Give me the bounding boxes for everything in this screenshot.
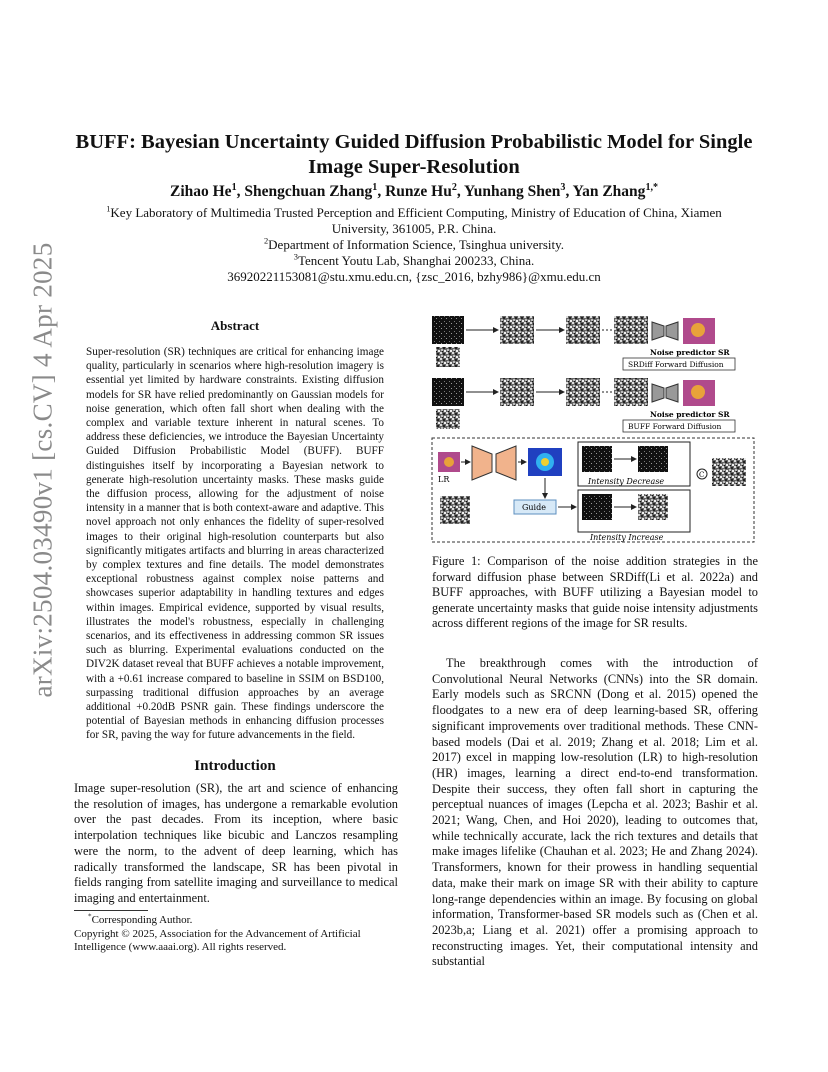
arxiv-stamp xyxy=(20,242,66,698)
author-list: Zihao He$^1$, Shengchuan Zhang$^1$, Runze Hu$^2$, Yunhang Shen$^3$, Yan Zhang$^{1,*}$ xyxy=(169,181,659,200)
introduction-paragraph: Image super-resolution (SR), the art and science of enhancing the resolution of images, has undergone a remarkable evolution over the past decades. From its inception, where basic interpolation techniques like bicubic and Lanczos resampling were the norm, to the advent of deep learning, which has radically transformed the landscape, SR has been pivotal in fields ranging from satellite imaging and surveillance to medical imaging and entertainment. xyxy=(74,781,398,905)
guide-label: Guide xyxy=(522,503,546,512)
abstract-text: Super-resolution (SR) techniques are critical for enhancing image quality, particularly in scenarios where high-resolution imagery is essential yet limited by hardware constraints. Existing diffusion models for SR have relied predominantly on Gaussian models for noise generation, which often fall short when dealing with the complex and variable texture inherent in natural scenes. To address these deficiencies, we introduce the Bayesian Uncertainty Guided Diffusion Probabilistic Model (BUFF). BUFF distinguishes itself by incorporating a Bayesian network to generate high-resolution uncertainty masks. These masks guide the diffusion process, allowing for the adjustment of noise intensity in a manner that is both context-aware and adaptive. This novel approach not only enhances the fidelity of super-resolved images to their original high-resolution counterparts but also significantly mitigates artifacts and blurring in areas characterized by complex textures and fine details. The model demonstrates exceptional robustness against complex noise patterns and showcases superior adaptability in handling textures and edges within images. Empirical evidence, supported by visual results, illustrates the model's robustness, especially in challenging scenarios, and its effectiveness in addressing common SR issues such as blurring. Experimental evaluations conducted on the DIV2K dataset reveal that BUFF achieves a notable improvement, with a +0.61 increase compared to baseline in SSIM on BSD100, surpassing traditional diffusion approaches by an average additional +0.20dB PSNR gain. These findings underscore the potential of Bayesian methods in enhancing diffusion processes for SR, paving the way for future advancements in the field. xyxy=(86,346,384,742)
encoder-block xyxy=(652,322,664,340)
noise-image xyxy=(614,316,648,344)
footnote-rule xyxy=(74,910,148,911)
bayesian-decoder xyxy=(496,446,516,480)
uncertainty-guidance-module xyxy=(432,438,754,542)
srdiff-row xyxy=(432,316,735,370)
intensity-decrease-label: Intensity Decrease xyxy=(588,477,665,486)
mask-image xyxy=(638,494,668,520)
noise-image xyxy=(614,378,648,406)
email-addresses: 36920221153081@stu.xmu.edu.cn, {zsc_2016, bzhy986}@xmu.edu.cn xyxy=(227,269,601,284)
noise-image xyxy=(566,378,600,406)
abstract-body xyxy=(86,345,384,743)
author-name: Zihao He xyxy=(169,183,232,200)
author-name: Shengchuan Zhang xyxy=(244,183,373,200)
copyright-notice: Copyright © 2025, Association for the Advancement of Artificial Intelligence (www.aaai.org). All rights reserved. xyxy=(74,927,361,953)
abstract-heading: Abstract xyxy=(210,318,260,333)
affiliation-3: Tencent Youtu Lab, Shanghai 200233, China. xyxy=(297,253,535,268)
corresponding-author-note: Corresponding Author. xyxy=(91,914,193,926)
body-paragraph: The breakthrough comes with the introduction of Convolutional Neural Networks (CNNs) into the SR domain. Early models such as SRCNN (Dong et al. 2015) opened the floodgates to a new era of deep learning-based SR, offering significant improvements over traditional methods. These CNN-based models (Dai et al. 2019; Zhang et al. 2018; Lim et al. 2017) excel in mapping low-resolution (LR) to high-resolution (HR) images, learning a direct end-to-end transformation. Despite their success, they often fall short in capturing the perceptual nuances of images (Lepcha et al. 2023; Bashir et al. 2021; Wang, Chen, and Hoi 2020), leading to outcomes that, while technically accurate, lack the rich textures and details that make images lifelike (Chauhan et al. 2023; He and Zhang 2024). Transformers, known for their prowess in handling sequential data, make their mark on image SR with their ability to capture long-range dependencies within an image. By focusing on global information, Transformer-based SR models such as (Chen et al. 2023b,a; Liang et al. 2021) offer a promising approach to reconstructing images. Yet, their computational intensity and substantial xyxy=(432,656,758,969)
sr-label: SR xyxy=(718,410,730,419)
paper-title: BUFF: Bayesian Uncertainty Guided Diffusion Probabilistic Model for Single Image Super-Resolution xyxy=(75,131,753,178)
buff-label: BUFF Forward Diffusion xyxy=(628,422,722,431)
author-name: Runze Hu xyxy=(385,183,452,200)
image-thumbnail xyxy=(436,409,460,429)
image-thumbnail xyxy=(436,347,460,367)
image-thumbnail xyxy=(432,378,464,406)
noise-image xyxy=(500,316,534,344)
mask-image xyxy=(638,446,668,472)
introduction-body xyxy=(74,781,398,907)
mask-image xyxy=(582,446,612,472)
buff-row xyxy=(432,378,735,432)
sr-label: SR xyxy=(718,348,730,357)
section-heading-introduction: Introduction xyxy=(194,758,276,774)
noise-predictor-label: Noise predictor xyxy=(650,348,716,357)
noise-image xyxy=(566,316,600,344)
encoder-block xyxy=(652,384,664,402)
srdiff-label: SRDiff Forward Diffusion xyxy=(628,360,724,369)
noise-predictor-label: Noise predictor xyxy=(650,410,716,419)
bayesian-encoder xyxy=(472,446,492,480)
combined-noise-image xyxy=(712,458,746,486)
lr-label: LR xyxy=(438,475,450,484)
image-thumbnail xyxy=(432,316,464,344)
figure-1-caption: Figure 1: Comparison of the noise addition strategies in the forward diffusion phase between SRDiff(Li et al. 2022a) and BUFF approaches, with BUFF utilizing a Bayesian model to generate uncertainty masks that guide noise intensity adjustments across different regions of the image for SR results. xyxy=(432,554,758,631)
author-name: Yan Zhang xyxy=(572,183,646,200)
combine-symbol: C xyxy=(699,471,705,479)
affiliation-1: Key Laboratory of Multimedia Trusted Perception and Efficient Computing, Ministry of Education of China, Xiamen University, 361005, P.R. China. xyxy=(110,205,722,236)
decoder-block xyxy=(666,384,678,402)
arxiv-id: arXiv:2504.03490v1 [cs.CV] 4 Apr 2025 xyxy=(27,242,58,698)
affiliations: $^1$Key Laboratory of Multimedia Trusted Perception and Efficient Computing, Ministry of Education of China, Xiamen University, 361005, P.R. China. $^2$Department of Information Science, Tsinghua university. $^3$Tencent Youtu Lab, Shanghai 200233, China. 36920221153081@stu.xmu.edu.cn, {zsc_2016, bzhy986}@xmu.edu.cn xyxy=(106,203,722,284)
right-column-body xyxy=(432,656,758,970)
author-name: Yunhang Shen xyxy=(464,183,561,200)
noise-image xyxy=(440,496,470,524)
footnote: *Corresponding Author. Copyright © 2025, Association for the Advancement of Artificial Intelligence (www.aaai.org). All rights reserved. xyxy=(74,914,400,955)
intensity-increase-label: Intensity Increase xyxy=(590,533,664,542)
affiliation-2: Department of Information Science, Tsinghua university. xyxy=(268,237,565,252)
decoder-block xyxy=(666,322,678,340)
noise-image xyxy=(500,378,534,406)
figure-1-diagram xyxy=(428,310,758,546)
mask-image xyxy=(582,494,612,520)
